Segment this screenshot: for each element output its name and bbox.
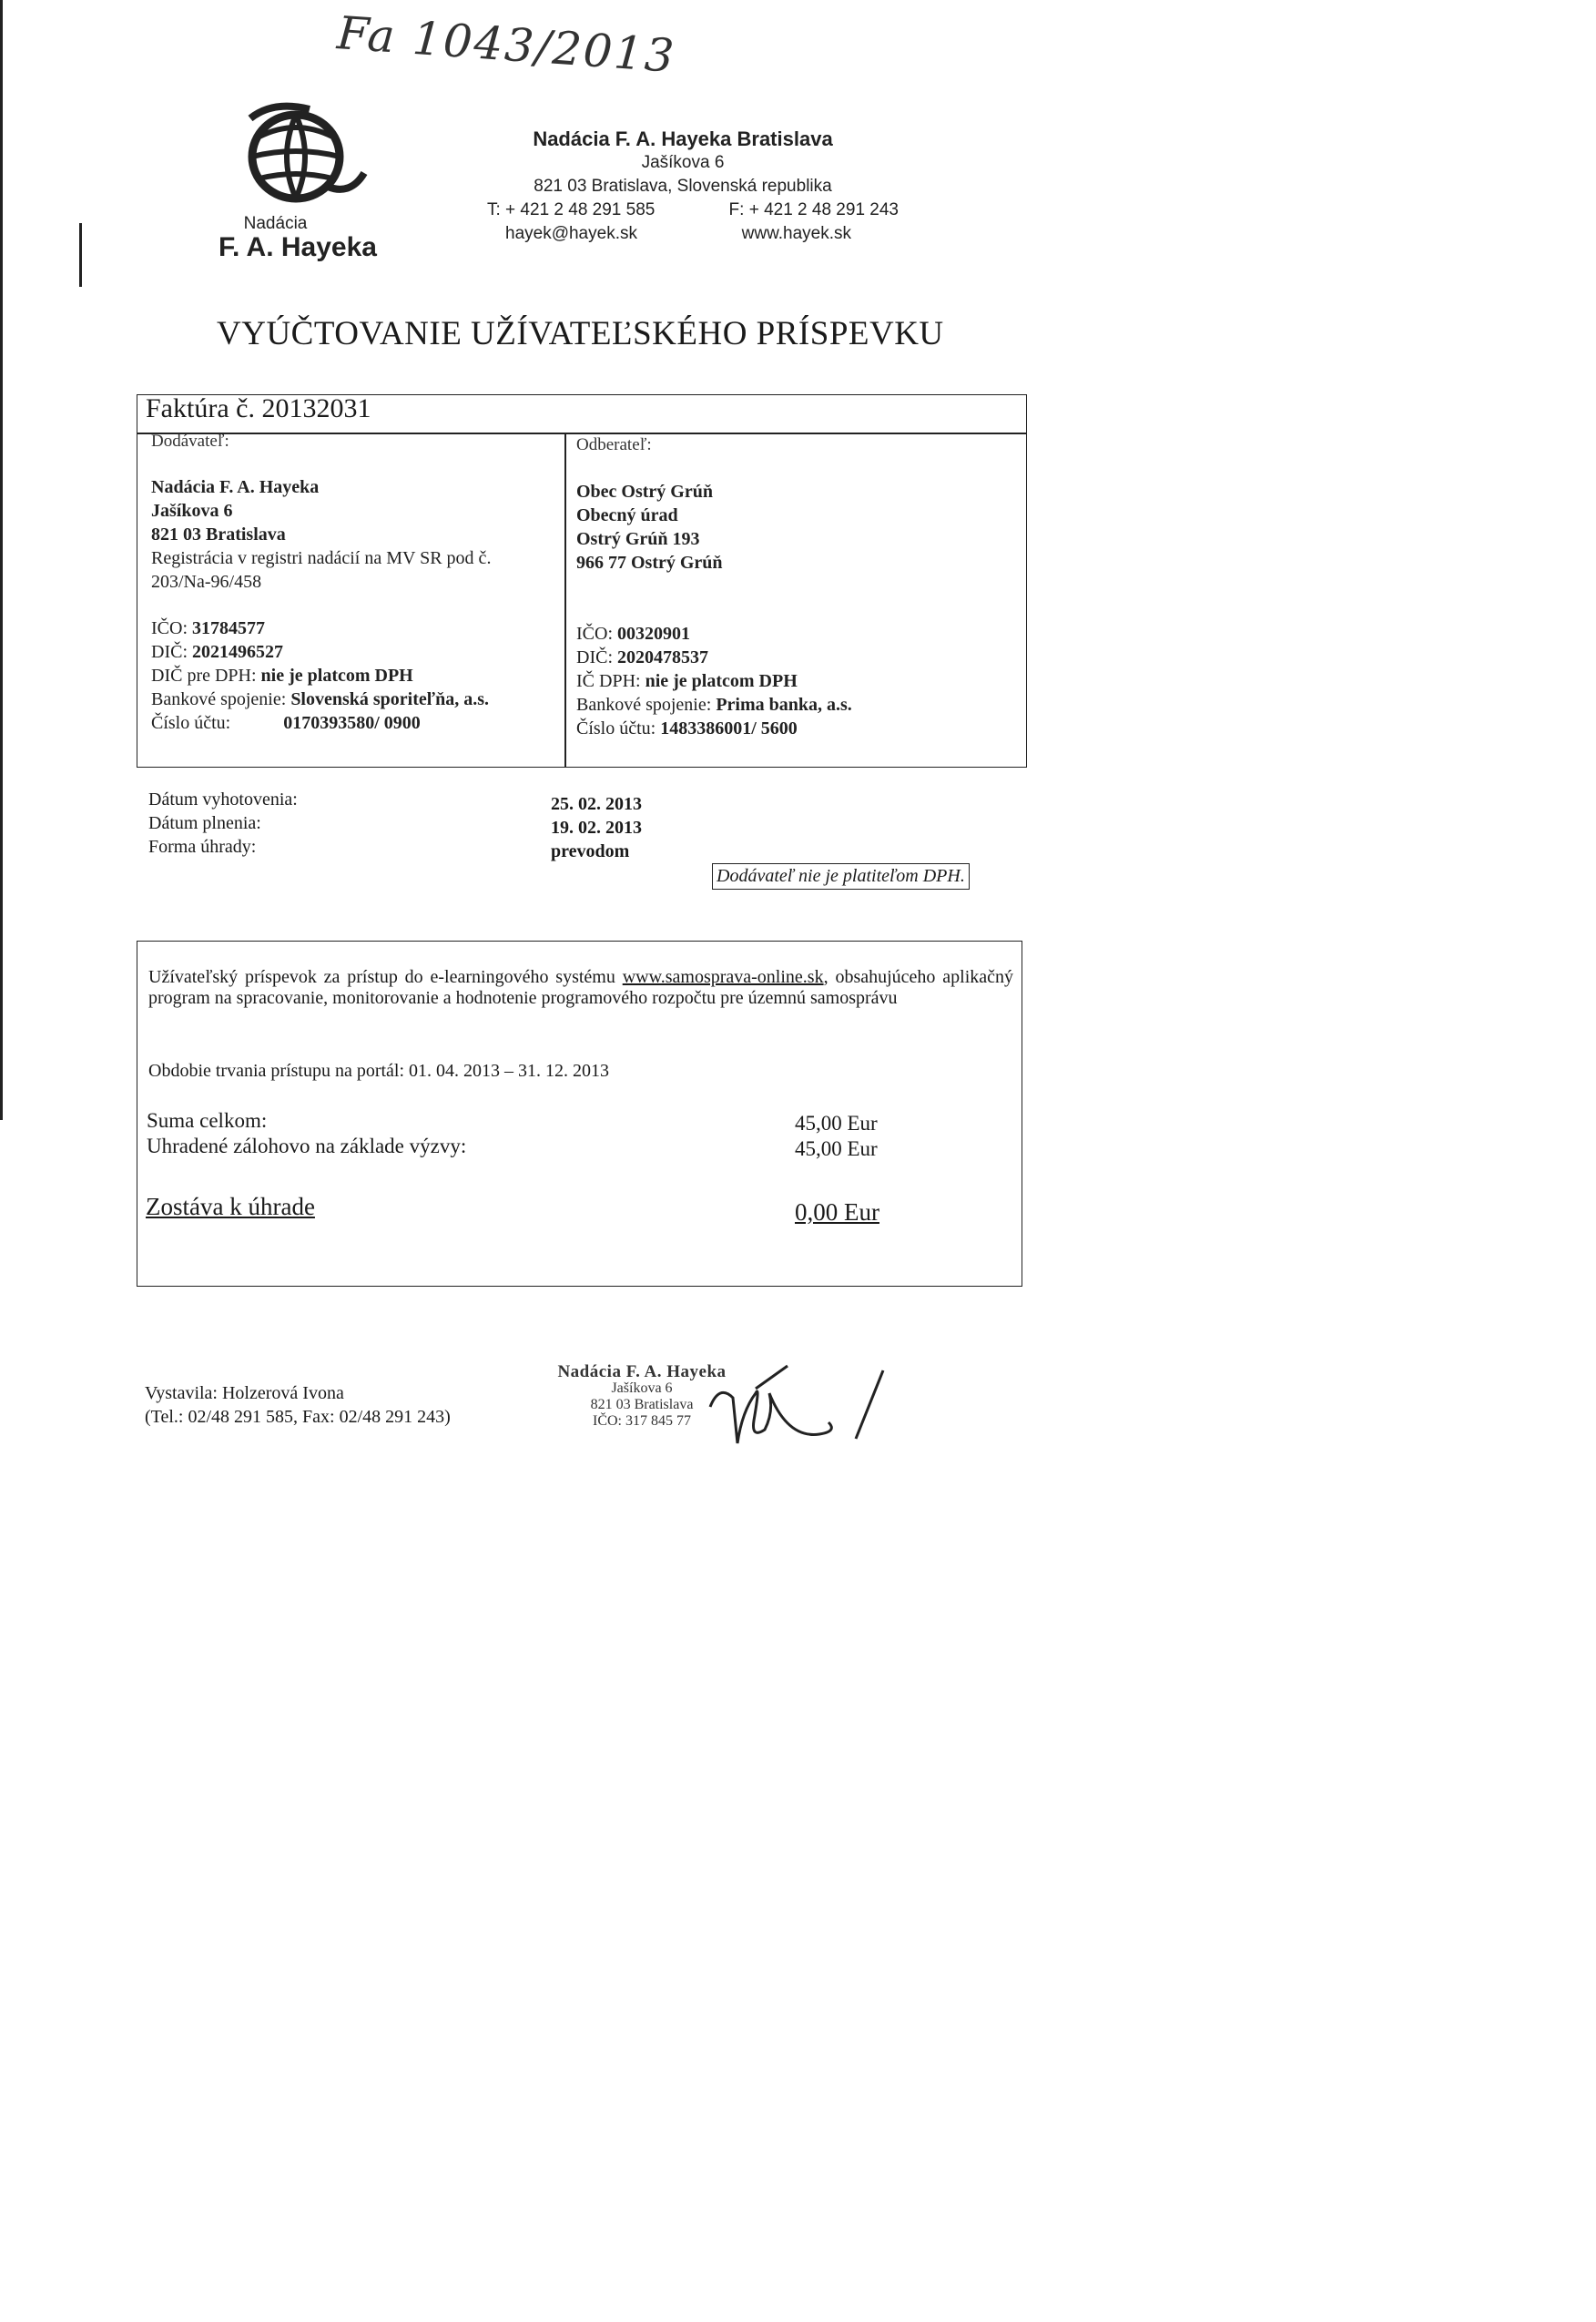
customer-office: Obecný úrad [576, 505, 678, 525]
stamp-city: 821 03 Bratislava [590, 1397, 694, 1412]
customer-address [576, 480, 1013, 575]
supplier-dph: nie je platcom DPH [260, 666, 413, 686]
customer-street: Ostrý Grúň 193 [576, 529, 700, 549]
organization-name: Nadácia F. A. Hayeka Bratislava [533, 127, 833, 150]
logo-caption-big: F. A. Hayeka [219, 232, 377, 262]
handwritten-reference: Fa 1043/2013 [335, 6, 677, 83]
supplier-city: 821 03 Bratislava [151, 524, 286, 545]
invoice-number: Faktúra č. 20132031 [146, 393, 371, 423]
supplier-dic: 2021496527 [192, 642, 283, 662]
remaining-amount: 0,00 Eur [795, 1198, 879, 1226]
customer-account: 1483386001/ 5600 [660, 718, 798, 738]
supplier-bank-label: Bankové spojenie: [151, 689, 287, 709]
issued-by: Vystavila: Holzerová Ivona [145, 1383, 344, 1403]
customer-dic-label: DIČ: [576, 647, 613, 667]
supplier-address [151, 475, 552, 594]
invoice-column-divider [564, 433, 566, 768]
supplier-dic-label: DIČ: [151, 642, 188, 662]
sum-labels [147, 1108, 466, 1159]
total-label: Suma celkom: [147, 1109, 268, 1132]
globe-logo-icon [223, 100, 369, 209]
total-amount: 45,00 Eur [795, 1112, 878, 1135]
customer-bank: Prima banka, a.s. [716, 695, 852, 715]
supplier-bank: Slovenská sporiteľňa, a.s. [290, 689, 490, 709]
organization-email: hayek@hayek.sk [505, 224, 637, 243]
logo-caption-small: Nadácia [243, 214, 308, 233]
invoice-header-divider [137, 433, 1027, 434]
payment-method: prevodom [551, 841, 630, 861]
item-description-continued: , obsahujúceho aplikačný program na spracovanie, monitorovanie a hodnotenie programového rozpočtu pre územnú samosprávu [148, 967, 1013, 1008]
customer-account-label: Číslo účtu: [576, 718, 656, 738]
scan-edge-mark [79, 223, 82, 287]
vat-note: Dodávateľ nie je platiteľom DPH. [712, 863, 970, 890]
delivery-date: 19. 02. 2013 [551, 818, 642, 838]
prepaid-label: Uhradené zálohovo na základe výzvy: [147, 1135, 467, 1157]
issue-date-label: Dátum vyhotovenia: [148, 789, 298, 810]
supplier-registration: Registrácia v registri nadácií na MV SR pod č. 203/Na-96/458 [151, 548, 492, 592]
organization-phone: T: + 421 2 48 291 585 [487, 200, 656, 219]
document-title: VYÚČTOVANIE UŽÍVATEĽSKÉHO PRÍSPEVKU [217, 315, 944, 352]
supplier-account-label: Číslo účtu: [151, 713, 231, 733]
customer-ico-label: IČO: [576, 624, 613, 644]
issuer-info [145, 1381, 451, 1429]
issuer-contact: (Tel.: 02/48 291 585, Fax: 02/48 291 243) [145, 1407, 451, 1427]
organization-web: www.hayek.sk [741, 224, 851, 243]
stamp-street: Jašíkova 6 [611, 1380, 673, 1396]
dates-labels [148, 788, 298, 859]
prepaid-amount: 45,00 Eur [795, 1137, 878, 1160]
item-description-text: Užívateľský príspevok za prístup do e-learningového systému [148, 967, 623, 987]
remaining-label: Zostáva k úhrade [146, 1193, 315, 1220]
delivery-date-label: Dátum plnenia: [148, 813, 261, 833]
customer-dph-label: IČ DPH: [576, 671, 641, 691]
supplier-dph-label: DIČ pre DPH: [151, 666, 257, 686]
supplier-name: Nadácia F. A. Hayeka [151, 477, 320, 497]
item-description [148, 967, 1013, 1009]
issue-date: 25. 02. 2013 [551, 794, 642, 814]
sum-values [795, 1111, 878, 1162]
handwritten-signature [701, 1357, 901, 1457]
dates-values [551, 792, 642, 863]
access-period: Obdobie trvania prístupu na portál: 01. 04. 2013 – 31. 12. 2013 [148, 1061, 610, 1081]
portal-link[interactable]: www.samosprava-online.sk [622, 967, 824, 987]
organization-city: 821 03 Bratislava, Slovenská republika [534, 177, 832, 196]
supplier-ids [151, 616, 552, 735]
supplier-label: Dodávateľ: [151, 432, 229, 451]
supplier-account: 0170393580/ 0900 [283, 713, 421, 733]
customer-dic: 2020478537 [617, 647, 708, 667]
scan-edge-line [0, 0, 3, 1120]
customer-ico: 00320901 [617, 624, 690, 644]
customer-dph: nie je platcom DPH [645, 671, 798, 691]
customer-label: Odberateľ: [576, 435, 652, 454]
customer-city: 966 77 Ostrý Grúň [576, 553, 723, 573]
supplier-ico-label: IČO: [151, 618, 188, 638]
stamp-name: Nadácia F. A. Hayeka [557, 1362, 727, 1381]
customer-name: Obec Ostrý Grúň [576, 482, 713, 502]
supplier-street: Jašíkova 6 [151, 501, 233, 521]
customer-bank-label: Bankové spojenie: [576, 695, 712, 715]
organization-street: Jašíkova 6 [641, 153, 725, 172]
customer-ids [576, 622, 1013, 740]
stamp-ico: IČO: 317 845 77 [593, 1413, 691, 1429]
supplier-ico: 31784577 [192, 618, 265, 638]
organization-header [460, 127, 906, 246]
organization-fax: F: + 421 2 48 291 243 [728, 200, 899, 219]
payment-method-label: Forma úhrady: [148, 837, 257, 857]
